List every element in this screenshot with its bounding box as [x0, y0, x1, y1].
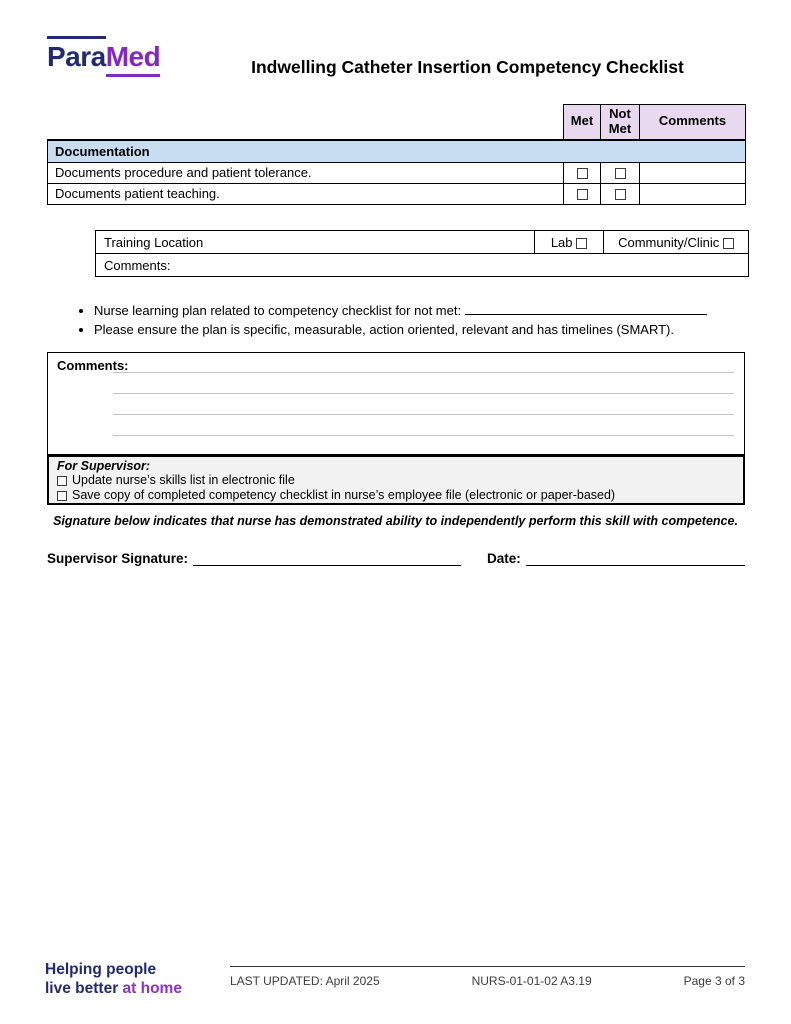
footer-tagline	[45, 960, 182, 999]
column-header-not-met: Not Met	[601, 105, 640, 140]
list-item	[57, 488, 735, 503]
checkbox-icon[interactable]	[615, 168, 626, 179]
supervisor-signature-line[interactable]	[193, 551, 461, 566]
list-item	[94, 303, 762, 318]
page-title: Indwelling Catheter Insertion Competency Checklist	[251, 57, 684, 77]
for-supervisor-box	[47, 455, 745, 505]
supervisor-signature-label: Supervisor Signature:	[47, 551, 189, 566]
logo-para-text: Para	[47, 36, 106, 73]
supervisor-task-label: Update nurse’s skills list in electronic file	[72, 473, 295, 487]
paramed-logo	[47, 36, 160, 77]
header-spacer	[48, 105, 564, 140]
writing-line[interactable]	[113, 414, 734, 415]
table-row	[48, 183, 746, 204]
training-comments-label[interactable]: Comments:	[96, 254, 749, 277]
training-comments-row	[96, 254, 749, 277]
comments-box-label: Comments:	[57, 358, 129, 373]
checkbox-icon[interactable]	[57, 476, 67, 486]
date-line[interactable]	[526, 551, 745, 566]
signature-statement: Signature below indicates that nurse has demonstrated ability to independently perform this skill with competence.	[53, 514, 738, 528]
logo-med-text: Med	[106, 41, 161, 77]
list-item	[57, 473, 735, 488]
tagline-at-home: at home	[122, 980, 182, 998]
writing-line[interactable]	[113, 393, 734, 394]
checkbox-icon[interactable]	[576, 238, 587, 249]
writing-line[interactable]	[113, 435, 734, 436]
column-header-comments: Comments	[640, 105, 746, 140]
training-option-lab	[535, 231, 604, 254]
column-header-met: Met	[564, 105, 601, 140]
list-item	[94, 322, 762, 337]
learning-plan-label: Nurse learning plan related to competency checklist for not met:	[94, 303, 462, 318]
footer-info-bar	[230, 974, 745, 988]
section-title-documentation: Documentation	[48, 140, 746, 163]
tagline-live-better: live better	[45, 980, 123, 998]
smart-plan-note: Please ensure the plan is specific, measurable, action oriented, relevant and has timelines (SMART).	[94, 322, 674, 337]
table-row	[48, 162, 746, 183]
training-location-row	[96, 231, 749, 254]
met-checkbox-cell	[564, 183, 601, 204]
date-label: Date:	[487, 551, 521, 566]
for-supervisor-heading: For Supervisor:	[57, 459, 151, 473]
supervisor-task-label: Save copy of completed competency checklist in nurse’s employee file (electronic or paper-based)	[72, 488, 616, 503]
last-updated-text: LAST UPDATED: April 2025	[230, 974, 380, 988]
checkbox-icon[interactable]	[577, 189, 588, 200]
checkbox-icon[interactable]	[57, 491, 67, 501]
not-met-checkbox-cell	[601, 183, 640, 204]
tagline-line-2	[45, 979, 182, 998]
competency-checklist-table	[47, 104, 746, 205]
checkbox-icon[interactable]	[723, 238, 734, 249]
checkbox-icon[interactable]	[577, 168, 588, 179]
document-number: NURS-01-01-02 A3.19	[471, 974, 592, 988]
section-row	[48, 140, 746, 163]
checkbox-icon[interactable]	[615, 189, 626, 200]
checklist-header-row	[48, 105, 746, 140]
notes-bullet-list	[60, 303, 762, 341]
training-location-table	[95, 230, 749, 277]
comments-cell[interactable]	[640, 162, 746, 183]
community-clinic-option-label: Community/Clinic	[618, 234, 720, 250]
page-number: Page 3 of 3	[683, 974, 745, 988]
met-checkbox-cell	[564, 162, 601, 183]
comments-box[interactable]	[47, 352, 745, 455]
footer-divider	[230, 966, 745, 967]
signature-row	[47, 551, 745, 566]
training-location-label: Training Location	[96, 231, 535, 254]
training-option-community-clinic	[604, 231, 749, 254]
learning-plan-write-in-line[interactable]	[465, 304, 707, 315]
comments-cell[interactable]	[640, 183, 746, 204]
lab-option-label: Lab	[550, 234, 573, 250]
task-label: Documents procedure and patient tolerance.	[48, 162, 564, 183]
tagline-line-1: Helping people	[45, 961, 157, 978]
not-met-checkbox-cell	[601, 162, 640, 183]
task-label: Documents patient teaching.	[48, 183, 564, 204]
writing-line[interactable]	[113, 372, 734, 373]
